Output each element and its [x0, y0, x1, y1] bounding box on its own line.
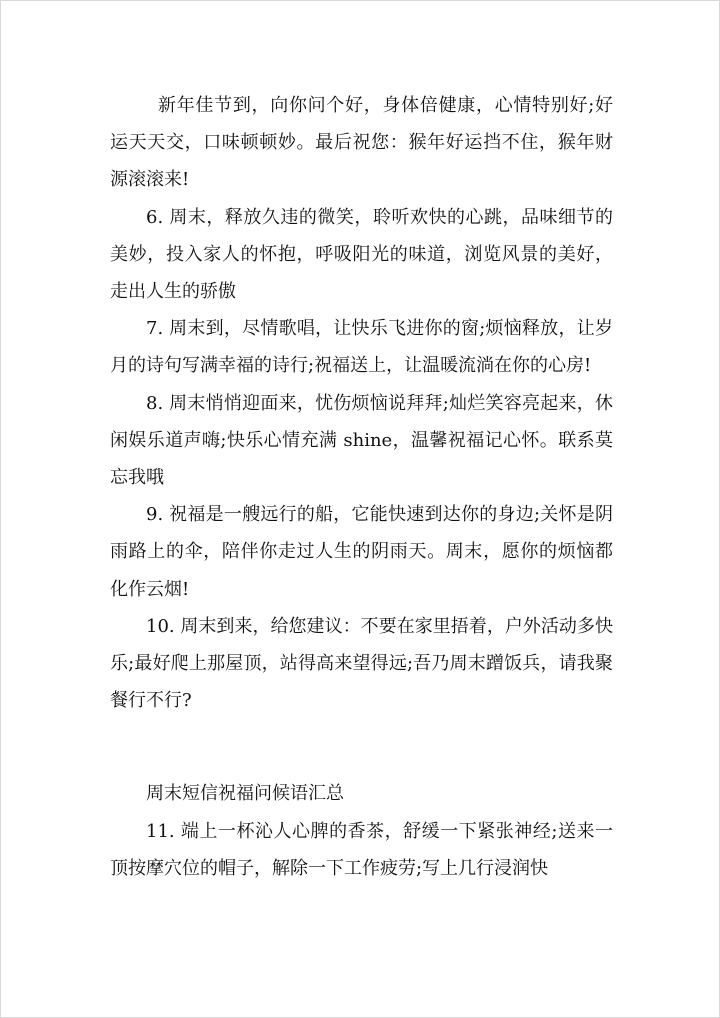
- paragraph-6: 6. 周末，释放久违的微笑，聆听欢快的心跳，品味细节的美妙，投入家人的怀抱，呼吸阳光的味道，浏览风景的美好，走出人生的骄傲: [110, 206, 613, 303]
- paragraph-11: 11. 端上一杯沁人心脾的香茶，舒缓一下紧张神经;送来一顶按摩穴位的帽子，解除一下工作疲劳;写上几行浸润快: [110, 820, 613, 879]
- paragraph-7: 7. 周末到，尽情歌唱，让快乐飞进你的窗;烦恼释放，让岁月的诗句写满幸福的诗行;祝福送上，让温暖流淌在你的心房!: [110, 318, 613, 377]
- paragraph-10: 10. 周末到来，给您建议：不要在家里捂着，户外活动多快乐;最好爬上那屋顶，站得高来望得远;吾乃周末蹭饭兵，请我聚餐行不行?: [110, 615, 613, 712]
- paragraph-9: 9. 祝福是一艘远行的船，它能快速到达你的身边;关怀是阴雨路上的伞，陪伴你走过人生的阴雨天。周末，愿你的烦恼都化作云烟!: [110, 504, 613, 600]
- document-body: [110, 87, 613, 887]
- paragraph-new-year-greeting: 新年佳节到，向你问个好，身体倍健康，心情特别好;好运天天交，口味顿顿妙。最后祝您：猴年好运挡不住，猴年财源滚滚来!: [110, 95, 613, 191]
- section-title: 周末短信祝福问候语汇总: [146, 783, 344, 805]
- paragraph-8: 8. 周末悄悄迎面来，忧伤烦恼说拜拜;灿烂笑容亮起来，休闲娱乐道声嗨;快乐心情充满 shine，温馨祝福记心怀。联系莫忘我哦: [110, 392, 613, 489]
